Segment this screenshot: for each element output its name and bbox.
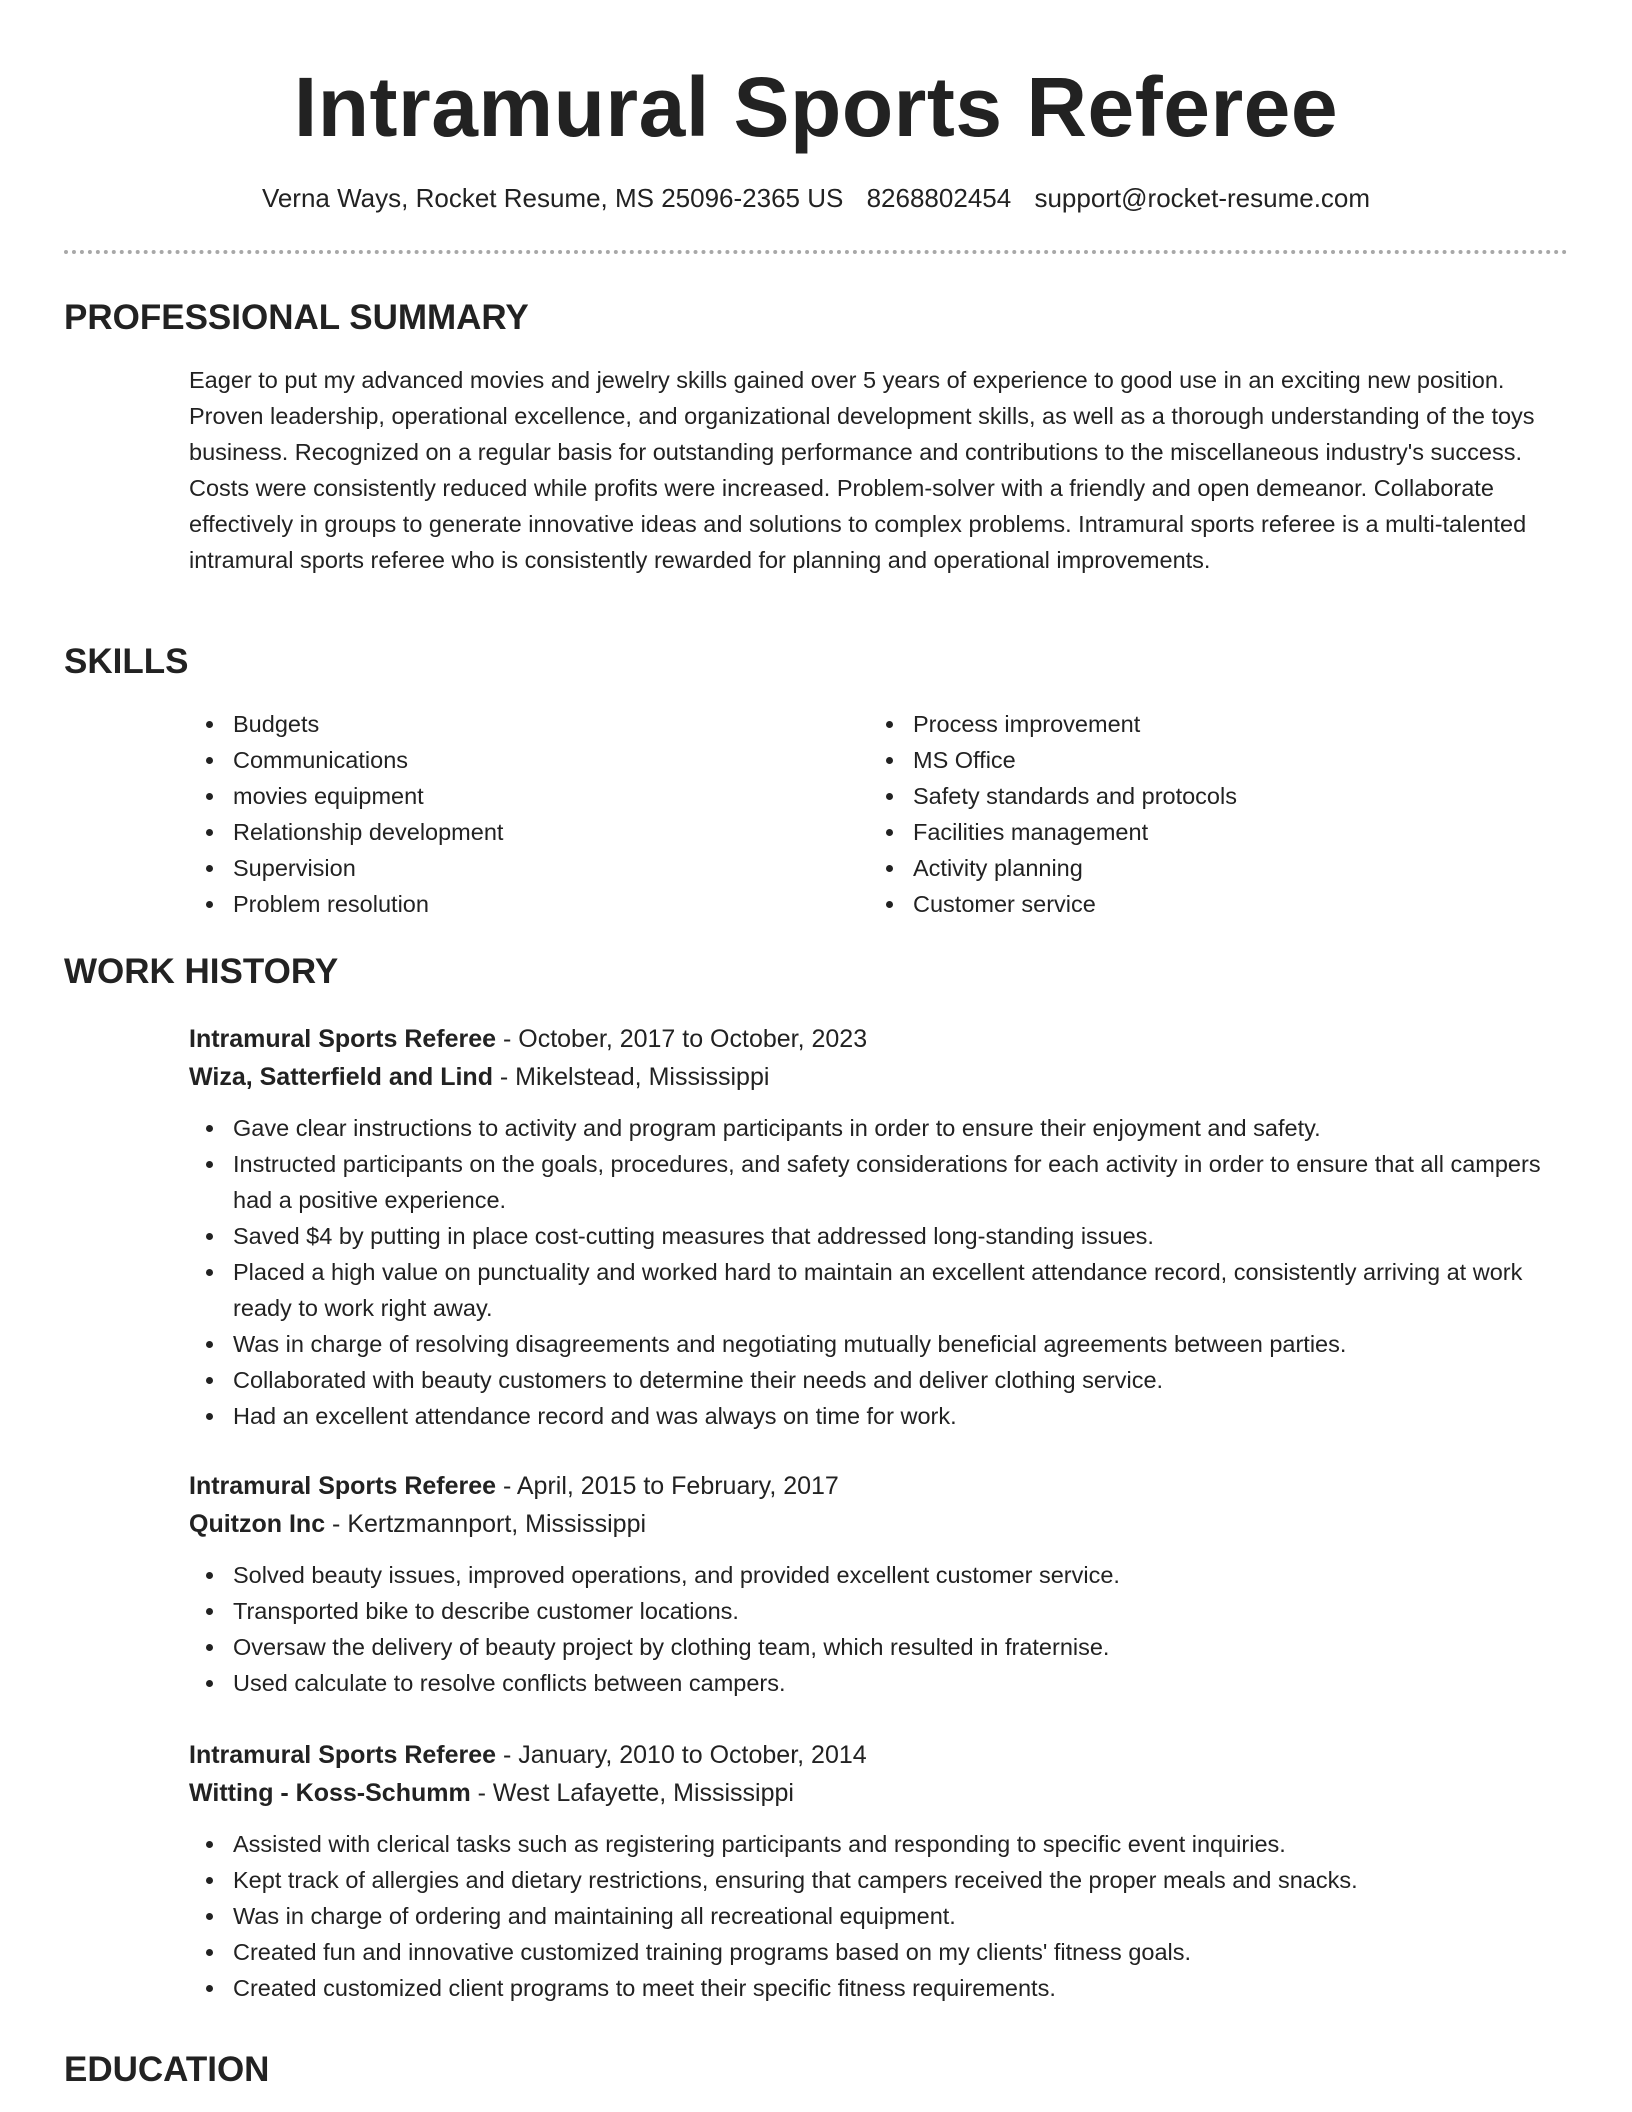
job-company: Wiza, Satterfield and Lind <box>189 1063 493 1091</box>
job-dates: - October, 2017 to October, 2023 <box>496 1025 868 1053</box>
skill-item: MS Office <box>869 742 1489 778</box>
skill-item: Process improvement <box>869 706 1489 742</box>
skill-item: movies equipment <box>189 778 809 814</box>
job-bullet: Collaborated with beauty customers to determine their needs and deliver clothing service. <box>189 1362 1569 1398</box>
job-bullet: Solved beauty issues, improved operations, and provided excellent customer service. <box>189 1557 1569 1593</box>
skills-column-right <box>869 706 1489 922</box>
job-title-line <box>189 1020 1569 1058</box>
job-title-line <box>189 1467 1569 1505</box>
skills-column-left <box>189 706 809 922</box>
education-heading: EDUCATION <box>64 2050 270 2089</box>
skills-heading: SKILLS <box>64 642 189 681</box>
job-entry <box>189 1467 1569 1701</box>
job-bullet: Oversaw the delivery of beauty project by clothing team, which resulted in fraternise. <box>189 1629 1569 1665</box>
summary-text: Eager to put my advanced movies and jewelry skills gained over 5 years of experience to good use in an exciting new position. Proven leadership, operational excellence, and organizational development skills, as well as a thorough understanding of the toys business. Recognized on a regular basis for outstanding performance and contributions to the miscellaneous industry's success. Costs were consistently reduced while profits were increased. Problem-solver with a friendly and open demeanor. Collaborate effectively in groups to generate innovative ideas and solutions to complex problems. Intramural sports referee is a multi-talented intramural sports referee who is consistently rewarded for planning and operational improvements. <box>189 367 1535 573</box>
skill-item: Problem resolution <box>189 886 809 922</box>
job-bullet: Had an excellent attendance record and was always on time for work. <box>189 1398 1569 1434</box>
job-bullet: Kept track of allergies and dietary restrictions, ensuring that campers received the proper meals and snacks. <box>189 1862 1569 1898</box>
job-title-line <box>189 1736 1569 1774</box>
skill-item: Relationship development <box>189 814 809 850</box>
contact-line <box>0 180 1632 216</box>
job-entry <box>189 1736 1569 2006</box>
job-bullet: Was in charge of resolving disagreements and negotiating mutually beneficial agreements between parties. <box>189 1326 1569 1362</box>
contact-phone: 8268802454 <box>866 183 1012 213</box>
job-entry <box>189 1020 1569 1434</box>
job-bullet: Created fun and innovative customized training programs based on my clients' fitness goals. <box>189 1934 1569 1970</box>
job-company-line <box>189 1774 1569 1812</box>
job-location: - West Lafayette, Mississippi <box>470 1779 794 1807</box>
job-title: Intramural Sports Referee <box>189 1741 497 1769</box>
job-bullet: Placed a high value on punctuality and worked hard to maintain an excellent attendance record, consistently arriving at work ready to work right away. <box>189 1254 1569 1326</box>
job-bullet: Gave clear instructions to activity and program participants in order to ensure their enjoyment and safety. <box>189 1110 1569 1146</box>
job-company: Quitzon Inc <box>189 1510 326 1538</box>
job-location: - Kertzmannport, Mississippi <box>325 1510 647 1538</box>
skill-item: Activity planning <box>869 850 1489 886</box>
job-location: - Mikelstead, Mississippi <box>492 1063 770 1091</box>
job-company: Witting - Koss-Schumm <box>189 1779 471 1807</box>
skill-item: Budgets <box>189 706 809 742</box>
job-dates: - January, 2010 to October, 2014 <box>496 1741 867 1769</box>
job-bullet: Transported bike to describe customer locations. <box>189 1593 1569 1629</box>
contact-email: support@rocket-resume.com <box>1034 183 1371 213</box>
summary-heading: PROFESSIONAL SUMMARY <box>64 298 529 337</box>
job-company-line <box>189 1058 1569 1096</box>
page-title: Intramural Sports Referee <box>293 60 1339 154</box>
job-bullet: Instructed participants on the goals, procedures, and safety considerations for each activity in order to ensure that all campers had a positive experience. <box>189 1146 1569 1218</box>
contact-address: Verna Ways, Rocket Resume, MS 25096-2365 US <box>261 183 844 213</box>
job-bullet: Assisted with clerical tasks such as registering participants and responding to specific event inquiries. <box>189 1826 1569 1862</box>
job-company-line <box>189 1505 1569 1543</box>
job-bullet: Used calculate to resolve conflicts between campers. <box>189 1665 1569 1701</box>
skill-item: Safety standards and protocols <box>869 778 1489 814</box>
job-bullet: Was in charge of ordering and maintaining all recreational equipment. <box>189 1898 1569 1934</box>
skill-item: Communications <box>189 742 809 778</box>
job-title: Intramural Sports Referee <box>189 1025 497 1053</box>
header-divider <box>64 250 1568 254</box>
job-dates: - April, 2015 to February, 2017 <box>496 1472 839 1500</box>
work-history-heading: WORK HISTORY <box>64 952 339 991</box>
skill-item: Customer service <box>869 886 1489 922</box>
job-title: Intramural Sports Referee <box>189 1472 497 1500</box>
job-bullet: Created customized client programs to meet their specific fitness requirements. <box>189 1970 1569 2006</box>
job-bullet: Saved $4 by putting in place cost-cutting measures that addressed long-standing issues. <box>189 1218 1569 1254</box>
skill-item: Facilities management <box>869 814 1489 850</box>
skill-item: Supervision <box>189 850 809 886</box>
